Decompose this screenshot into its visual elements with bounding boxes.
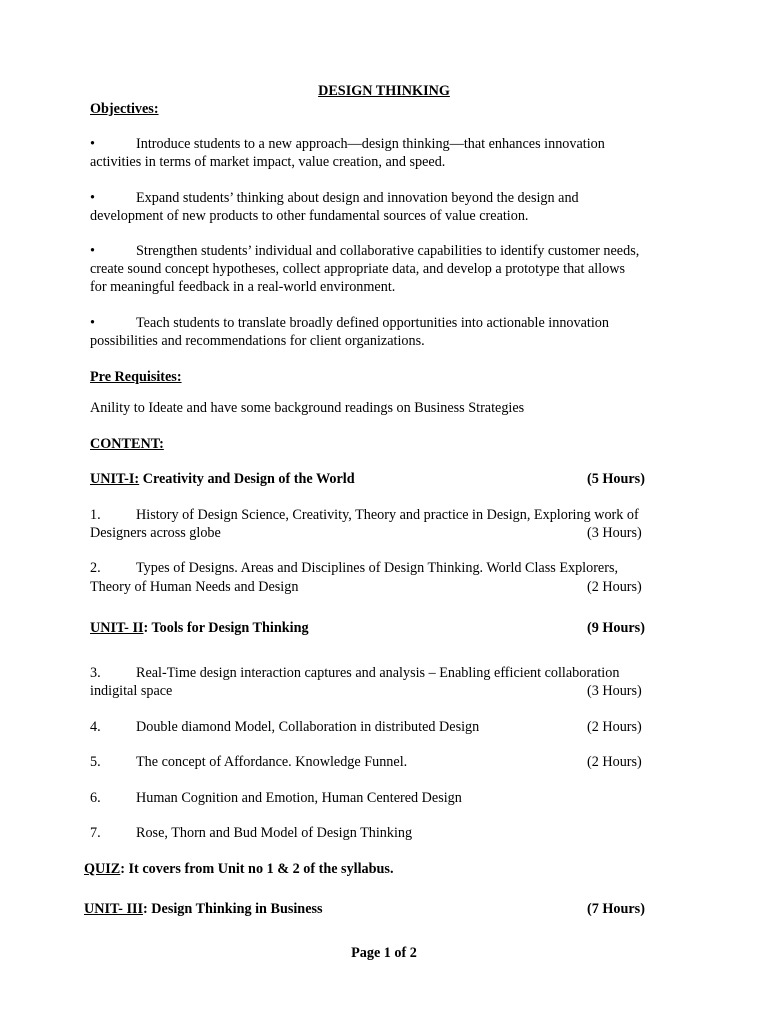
prerequisites-heading: Pre Requisites: xyxy=(90,369,182,385)
item-hours: (2 Hours) xyxy=(587,579,642,595)
unit-label: UNIT-I: xyxy=(90,471,140,487)
item-text: Human Cognition and Emotion, Human Centered Design xyxy=(136,790,462,806)
objective-line: create sound concept hypotheses, collect appropriate data, and develop a prototype that allows xyxy=(90,261,625,277)
item-text: Designers across globe xyxy=(90,525,221,541)
item-hours: (3 Hours) xyxy=(587,525,642,541)
objectives-heading: Objectives: xyxy=(90,101,159,117)
item-number: 4. xyxy=(90,719,101,735)
page-number: Page 1 of 2 xyxy=(351,945,417,961)
item-text: The concept of Affordance. Knowledge Funnel. xyxy=(136,754,408,770)
unit-heading xyxy=(84,900,323,918)
item-text: indigital space xyxy=(90,683,173,699)
unit-hours: (7 Hours) xyxy=(587,901,645,917)
item-text: History of Design Science, Creativity, Theory and practice in Design, Exploring work of xyxy=(136,507,639,523)
item-hours: (2 Hours) xyxy=(587,754,642,770)
bullet-glyph: • xyxy=(90,136,95,152)
objective-line: Introduce students to a new approach—design thinking—that enhances innovation xyxy=(136,136,605,152)
quiz-line xyxy=(84,860,394,878)
unit-label: UNIT- II xyxy=(90,620,144,636)
unit-hours: (5 Hours) xyxy=(587,471,645,487)
quiz-text: : It covers from Unit no 1 & 2 of the syllabus. xyxy=(120,861,394,877)
item-text: Double diamond Model, Collaboration in distributed Design xyxy=(136,719,480,735)
bullet-glyph: • xyxy=(90,190,95,206)
item-number: 6. xyxy=(90,790,101,806)
objective-line: development of new products to other fundamental sources of value creation. xyxy=(90,208,529,224)
objective-line: activities in terms of market impact, value creation, and speed. xyxy=(90,154,446,170)
objective-line: Expand students’ thinking about design and innovation beyond the design and xyxy=(136,190,579,206)
item-text: Real-Time design interaction captures and analysis – Enabling efficient collaboration xyxy=(136,665,620,681)
item-hours: (3 Hours) xyxy=(587,683,642,699)
objective-line: Teach students to translate broadly defined opportunities into actionable innovation xyxy=(136,315,609,331)
item-text: Rose, Thorn and Bud Model of Design Thinking xyxy=(136,825,413,841)
item-number: 3. xyxy=(90,665,101,681)
unit-title: Creativity and Design of the World xyxy=(139,471,355,487)
item-text: Types of Designs. Areas and Disciplines of Design Thinking. World Class Explorers, xyxy=(136,560,619,576)
item-number: 2. xyxy=(90,560,101,576)
item-number: 7. xyxy=(90,825,101,841)
unit-hours: (9 Hours) xyxy=(587,620,645,636)
objective-line: for meaningful feedback in a real-world environment. xyxy=(90,279,396,295)
item-text: Theory of Human Needs and Design xyxy=(90,579,299,595)
unit-title: : Tools for Design Thinking xyxy=(143,620,309,636)
unit-label: UNIT- III xyxy=(84,901,144,917)
document-title: DESIGN THINKING xyxy=(318,83,450,99)
quiz-label: QUIZ xyxy=(84,861,121,877)
item-hours: (2 Hours) xyxy=(587,719,642,735)
content-heading: CONTENT: xyxy=(90,436,164,452)
unit-title: : Design Thinking in Business xyxy=(143,901,323,917)
item-number: 1. xyxy=(90,507,101,523)
item-number: 5. xyxy=(90,754,101,770)
bullet-glyph: • xyxy=(90,243,95,259)
unit-heading xyxy=(90,470,355,488)
prerequisites-text: Anility to Ideate and have some background readings on Business Strategies xyxy=(90,400,525,416)
objective-line: Strengthen students’ individual and collaborative capabilities to identify customer needs, xyxy=(136,243,640,259)
bullet-glyph: • xyxy=(90,315,95,331)
objective-line: possibilities and recommendations for client organizations. xyxy=(90,333,425,349)
unit-heading xyxy=(90,619,309,637)
